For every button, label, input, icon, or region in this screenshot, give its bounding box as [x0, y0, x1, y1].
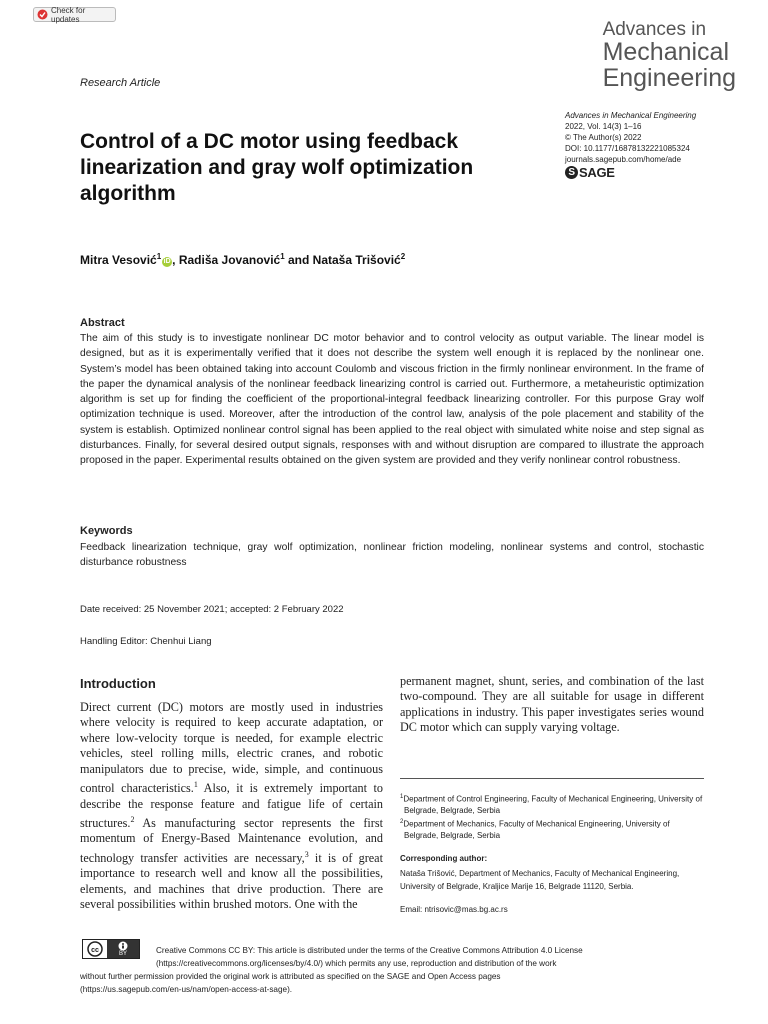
- journal-logo-line2: Mechanical: [602, 38, 730, 66]
- date-received: Date received: 25 November 2021; accepted: 2 February 2022: [80, 604, 344, 615]
- author-list: [80, 252, 405, 267]
- affiliation-2: [400, 817, 704, 842]
- orcid-icon[interactable]: iD: [163, 258, 171, 265]
- corresponding-address: Nataša Trišović, Department of Mechanics, Faculty of Mechanical Engineering, University of Belgrade, Kraljice Marije 16, Belgrade 11120, Serbia.: [400, 869, 680, 891]
- keywords-heading: Keywords: [80, 525, 133, 537]
- intro-text-c: As manufacturing sector represents the first momentum of Energy-Based Maintenance evolution, and technology transfer activities are necessary,: [80, 815, 383, 865]
- ref-3[interactable]: 3: [304, 849, 309, 859]
- author-3[interactable]: and Nataša Trišović: [284, 253, 401, 267]
- meta-url[interactable]: journals.sagepub.com/home/ade: [565, 155, 682, 164]
- meta-doi[interactable]: DOI: 10.1177/16878132221085324: [565, 144, 690, 153]
- license-line-2[interactable]: (https://creativecommons.org/licenses/by/4.0/) which permits any use, reproduction and distribution of the work: [156, 959, 557, 968]
- article-type: Research Article: [80, 77, 161, 89]
- affiliations: [400, 792, 704, 841]
- meta-copyright: © The Author(s) 2022: [565, 133, 642, 142]
- check-updates-icon: [37, 9, 48, 20]
- intro-text-a: Direct current (DC) motors are mostly used in industries where velocity is required to keep accurate adaptation, or where low-velocity torque is needed, for example electric vehicles, steel rolling mills, electric cranes, and robotic manipulators due to precise, wide, simple, and continuous control characteristics.: [80, 700, 383, 796]
- svg-text:cc: cc: [91, 947, 99, 954]
- handling-editor: Handling Editor: Chenhui Liang: [80, 636, 212, 647]
- abstract-text: The aim of this study is to investigate nonlinear DC motor behavior and to control velocity as output variable. The linear model is designed, but as it is experimentally verified that it does not describe the system well enough it is replaced by the nonlinear one. System’s model has been obtained taking into account Coulomb and viscous friction in the firmly nonlinear environment. In the frame of the paper the dynamical analysis of the nonlinear feedback linearizing control is carried out. Furthermore, a metaheuristic optimization algorithm is set up for finding the coefficient of the proportional-integral feedback linearizing controller. For this purpose Gray wolf optimization technique is used. Moreover, after the introduction of the control law, analysis of the pole placement and stability of the system is establish. Optimized nonlinear control signal has been applied to the real object with simulated white noise and step signal as disturbances. Finally, for several desired output signals, responses with and without disruption are compared to illustrate the approach proposed in the paper. Experimental results obtained on the given system are provided and they verify nonlinear control robustness.: [80, 333, 704, 467]
- author-1[interactable]: Mitra Vesović: [80, 253, 157, 267]
- ref-2[interactable]: 2: [130, 814, 135, 824]
- journal-logo-line1: Advances in: [602, 19, 707, 40]
- license-line-3: without further permission provided the original work is attributed as specified on the SAGE and Open Access pages: [80, 972, 501, 981]
- check-updates-label: Check for updates: [51, 5, 86, 24]
- journal-meta: [565, 110, 696, 179]
- intro-text-d: it is of great importance to research well and know all the possibilities, elements, and machines that drive production. There are several possibilities within brushed motors. One with the: [80, 850, 383, 912]
- affiliation-1-text: Department of Control Engineering, Faculty of Mechanical Engineering, University of Belgrade, Belgrade, Serbia: [403, 794, 703, 816]
- license-text: [80, 944, 704, 996]
- journal-logo-line3: Engineering: [602, 64, 736, 92]
- journal-logo: [603, 20, 736, 91]
- intro-text-b: Also, it is extremely important to describe the response feature and fatigue life of certain structures.: [80, 781, 383, 830]
- affiliation-2-text: Department of Mechanics, Faculty of Mechanical Engineering, University of Belgrade, Belgrade, Serbia: [403, 819, 670, 840]
- paper-title: Control of a DC motor using feedback linearization and gray wolf optimization algorithm: [80, 130, 474, 205]
- check-for-updates-badge[interactable]: [33, 7, 116, 22]
- author-3-affil: 2: [400, 252, 406, 261]
- abstract-heading: Abstract: [80, 317, 125, 329]
- corresponding-heading: Corresponding author:: [400, 854, 488, 863]
- affiliation-2-num: 2: [400, 818, 404, 825]
- author-2[interactable]: , Radiša Jovanović: [172, 253, 281, 267]
- author-1-affil: 1: [156, 252, 162, 261]
- affiliation-1-num: 1: [400, 794, 404, 800]
- sage-label: SAGE: [579, 165, 615, 180]
- license-line-4[interactable]: (https://us.sagepub.com/en-us/nam/open-access-at-sage).: [80, 985, 293, 994]
- corresponding-email[interactable]: Email: ntrisovic@mas.bg.ac.rs: [400, 905, 508, 914]
- author-2-affil: 1: [280, 252, 285, 261]
- meta-journal-name: Advances in Mechanical Engineering: [565, 111, 697, 120]
- intro-paragraph-right: permanent magnet, shunt, series, and combination of the last two-compound. They are all suitable for usage in different applications in industry. This paper investigates series wound DC motor which can supply varying voltage.: [400, 674, 704, 735]
- license-line-1: Creative Commons CC BY: This article is distributed under the terms of the Creative Commons Attribution 4.0 License: [156, 946, 583, 955]
- affiliation-1: [400, 792, 704, 817]
- by-label: BY: [118, 951, 127, 957]
- introduction-heading: Introduction: [80, 676, 156, 691]
- sage-s-icon: S: [565, 166, 578, 179]
- meta-volume: 2022, Vol. 14(3) 1–16: [565, 122, 642, 131]
- intro-paragraph-left: [80, 700, 383, 912]
- keywords-text: Feedback linearization technique, gray wolf optimization, nonlinear friction modeling, nonlinear systems and control, stochastic disturbance robustness: [80, 542, 704, 569]
- sage-logo: [565, 166, 696, 179]
- footnote-divider: [400, 778, 704, 779]
- ref-1[interactable]: 1: [193, 780, 198, 790]
